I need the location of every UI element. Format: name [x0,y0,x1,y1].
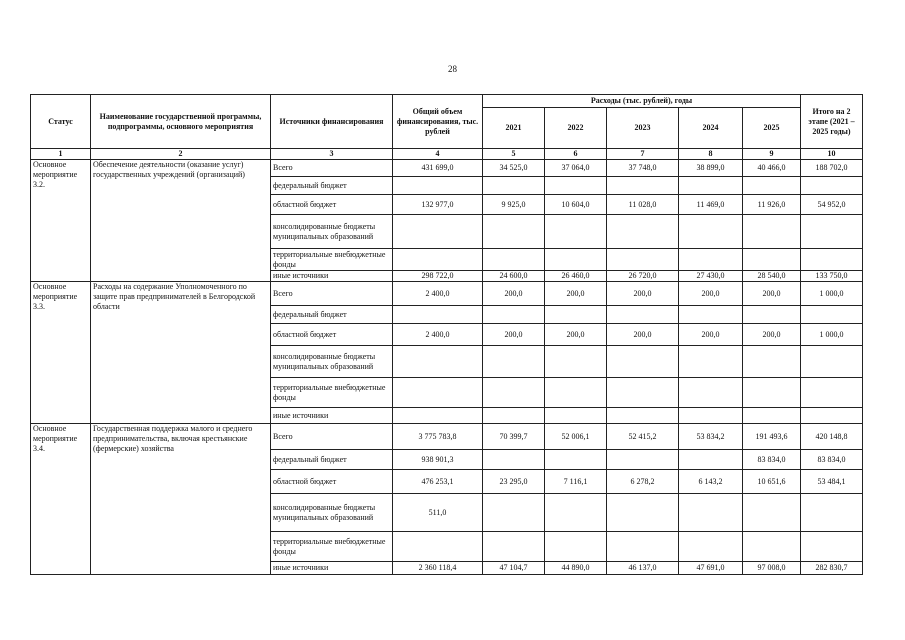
cell-year-amount: 7 116,1 [545,470,607,494]
cell-stage2-total [801,408,863,424]
cell-year-amount [679,346,743,378]
cell-year-amount [607,494,679,532]
cell-stage2-total [801,215,863,249]
cell-stage2-total: 282 830,7 [801,562,863,575]
cell-year-amount [607,408,679,424]
cell-total-amount: 3 775 783,8 [393,424,483,450]
table-row [31,282,863,306]
cell-year-amount [483,494,545,532]
cell-total-amount: 511,0 [393,494,483,532]
cell-year-amount: 37 748,0 [607,160,679,177]
row-funding-source: Всего [271,160,393,177]
cell-total-amount [393,346,483,378]
col-number: 9 [743,149,801,160]
cell-year-amount [483,408,545,424]
header-year: 2025 [743,108,801,149]
row-status: Основное мероприятие 3.2. [31,160,91,282]
cell-year-amount: 200,0 [607,282,679,306]
row-funding-source: областной бюджет [271,470,393,494]
header-year: 2024 [679,108,743,149]
col-number: 1 [31,149,91,160]
cell-year-amount [679,494,743,532]
cell-stage2-total [801,494,863,532]
cell-year-amount: 23 295,0 [483,470,545,494]
row-funding-source: федеральный бюджет [271,177,393,195]
cell-year-amount [607,215,679,249]
cell-year-amount: 46 137,0 [607,562,679,575]
cell-total-amount: 938 901,3 [393,450,483,470]
cell-year-amount [743,408,801,424]
cell-year-amount: 200,0 [483,282,545,306]
cell-year-amount: 200,0 [607,324,679,346]
row-funding-source: областной бюджет [271,324,393,346]
row-status: Основное мероприятие 3.4. [31,424,91,575]
cell-stage2-total: 1 000,0 [801,282,863,306]
cell-year-amount [545,450,607,470]
cell-year-amount: 26 720,0 [607,271,679,282]
cell-year-amount: 6 278,2 [607,470,679,494]
cell-year-amount [679,532,743,562]
cell-year-amount [545,346,607,378]
header-name: Наименование государственной программы, подпрограммы, основного мероприятия [91,95,271,149]
cell-year-amount: 40 466,0 [743,160,801,177]
cell-year-amount [607,249,679,271]
cell-year-amount [483,450,545,470]
cell-year-amount [679,306,743,324]
cell-year-amount: 53 834,2 [679,424,743,450]
cell-total-amount: 476 253,1 [393,470,483,494]
cell-stage2-total: 420 148,8 [801,424,863,450]
header-total: Общий объем финансирования, тыс. рублей [393,95,483,149]
row-funding-source: Всего [271,424,393,450]
cell-year-amount [545,306,607,324]
page-number: 28 [448,64,457,74]
col-number: 2 [91,149,271,160]
cell-year-amount: 52 415,2 [607,424,679,450]
cell-year-amount: 47 104,7 [483,562,545,575]
cell-year-amount [545,494,607,532]
row-funding-source: консолидированные бюджеты муниципальных образований [271,346,393,378]
cell-stage2-total [801,306,863,324]
cell-year-amount [679,249,743,271]
row-funding-source: иные источники [271,271,393,282]
cell-year-amount [545,408,607,424]
col-number: 6 [545,149,607,160]
row-funding-source: территориальные внебюджетные фонды [271,249,393,271]
cell-year-amount [743,306,801,324]
cell-year-amount: 200,0 [679,324,743,346]
col-number: 8 [679,149,743,160]
cell-year-amount [483,346,545,378]
cell-year-amount: 97 008,0 [743,562,801,575]
cell-stage2-total [801,378,863,408]
cell-year-amount [483,215,545,249]
cell-year-amount: 28 540,0 [743,271,801,282]
cell-year-amount [743,378,801,408]
cell-stage2-total [801,532,863,562]
col-number: 3 [271,149,393,160]
cell-year-amount: 200,0 [545,282,607,306]
cell-year-amount [483,306,545,324]
table-row [31,424,863,450]
row-funding-source: федеральный бюджет [271,306,393,324]
header-year: 2023 [607,108,679,149]
row-program-name: Обеспечение деятельности (оказание услуг) государственных учреждений (организаций) [91,160,271,282]
cell-year-amount [483,378,545,408]
cell-year-amount: 38 899,0 [679,160,743,177]
cell-year-amount [545,378,607,408]
row-program-name: Расходы на содержание Уполномоченного по защите прав предпринимателей в Белгородской области [91,282,271,424]
cell-year-amount [743,215,801,249]
cell-stage2-total: 1 000,0 [801,324,863,346]
cell-year-amount: 191 493,6 [743,424,801,450]
col-number: 4 [393,149,483,160]
cell-year-amount [743,532,801,562]
cell-total-amount: 431 699,0 [393,160,483,177]
column-number-row [31,149,863,160]
cell-total-amount: 298 722,0 [393,271,483,282]
header-year: 2022 [545,108,607,149]
cell-total-amount: 2 400,0 [393,324,483,346]
cell-year-amount: 9 925,0 [483,195,545,215]
cell-stage2-total: 83 834,0 [801,450,863,470]
col-number: 5 [483,149,545,160]
cell-year-amount [679,177,743,195]
cell-stage2-total: 53 484,1 [801,470,863,494]
cell-year-amount: 26 460,0 [545,271,607,282]
col-number: 10 [801,149,863,160]
cell-year-amount: 10 604,0 [545,195,607,215]
cell-stage2-total [801,177,863,195]
cell-year-amount [607,177,679,195]
cell-stage2-total: 188 702,0 [801,160,863,177]
table-row [31,160,863,177]
cell-year-amount: 24 600,0 [483,271,545,282]
cell-year-amount [607,346,679,378]
cell-year-amount: 200,0 [545,324,607,346]
cell-year-amount [743,177,801,195]
cell-year-amount [607,378,679,408]
cell-total-amount: 2 400,0 [393,282,483,306]
row-funding-source: областной бюджет [271,195,393,215]
cell-year-amount: 37 064,0 [545,160,607,177]
cell-stage2-total [801,346,863,378]
cell-total-amount [393,532,483,562]
cell-year-amount [545,215,607,249]
cell-year-amount: 70 399,7 [483,424,545,450]
cell-year-amount: 34 525,0 [483,160,545,177]
cell-year-amount [545,249,607,271]
cell-year-amount: 47 691,0 [679,562,743,575]
cell-year-amount: 200,0 [483,324,545,346]
row-funding-source: территориальные внебюджетные фонды [271,378,393,408]
cell-year-amount: 6 143,2 [679,470,743,494]
row-funding-source: иные источники [271,562,393,575]
cell-total-amount [393,215,483,249]
cell-total-amount [393,177,483,195]
row-funding-source: территориальные внебюджетные фонды [271,532,393,562]
row-funding-source: консолидированные бюджеты муниципальных образований [271,215,393,249]
cell-total-amount [393,408,483,424]
cell-year-amount [743,346,801,378]
cell-year-amount: 83 834,0 [743,450,801,470]
cell-stage2-total [801,249,863,271]
cell-stage2-total: 133 750,0 [801,271,863,282]
cell-year-amount [607,532,679,562]
cell-year-amount: 44 890,0 [545,562,607,575]
cell-year-amount: 52 006,1 [545,424,607,450]
cell-year-amount: 27 430,0 [679,271,743,282]
col-number: 7 [607,149,679,160]
cell-year-amount [679,450,743,470]
header-sources: Источники финансирования [271,95,393,149]
cell-year-amount: 10 651,6 [743,470,801,494]
row-funding-source: консолидированные бюджеты муниципальных образований [271,494,393,532]
cell-year-amount [545,177,607,195]
cell-year-amount [607,306,679,324]
cell-year-amount [607,450,679,470]
row-funding-source: Всего [271,282,393,306]
row-funding-source: иные источники [271,408,393,424]
row-funding-source: федеральный бюджет [271,450,393,470]
cell-year-amount: 200,0 [743,282,801,306]
cell-year-amount [679,408,743,424]
header-stage2-total: Итого на 2 этапе (2021 – 2025 годы) [801,95,863,149]
cell-total-amount [393,378,483,408]
cell-year-amount [483,177,545,195]
cell-year-amount [743,249,801,271]
cell-total-amount [393,306,483,324]
cell-year-amount: 11 926,0 [743,195,801,215]
cell-total-amount: 132 977,0 [393,195,483,215]
cell-total-amount: 2 360 118,4 [393,562,483,575]
header-year: 2021 [483,108,545,149]
cell-year-amount: 200,0 [743,324,801,346]
cell-year-amount: 11 469,0 [679,195,743,215]
cell-year-amount [743,494,801,532]
financing-table [30,94,863,575]
cell-year-amount: 11 028,0 [607,195,679,215]
cell-total-amount [393,249,483,271]
cell-year-amount [483,532,545,562]
header-status: Статус [31,95,91,149]
cell-year-amount [483,249,545,271]
cell-year-amount [545,532,607,562]
row-status: Основное мероприятие 3.3. [31,282,91,424]
cell-stage2-total: 54 952,0 [801,195,863,215]
cell-year-amount [679,215,743,249]
cell-year-amount: 200,0 [679,282,743,306]
row-program-name: Государственная поддержка малого и среднего предпринимательства, включая крестьянские (фермерские) хозяйства [91,424,271,575]
cell-year-amount [679,378,743,408]
header-expenses: Расходы (тыс. рублей), годы [483,95,801,108]
